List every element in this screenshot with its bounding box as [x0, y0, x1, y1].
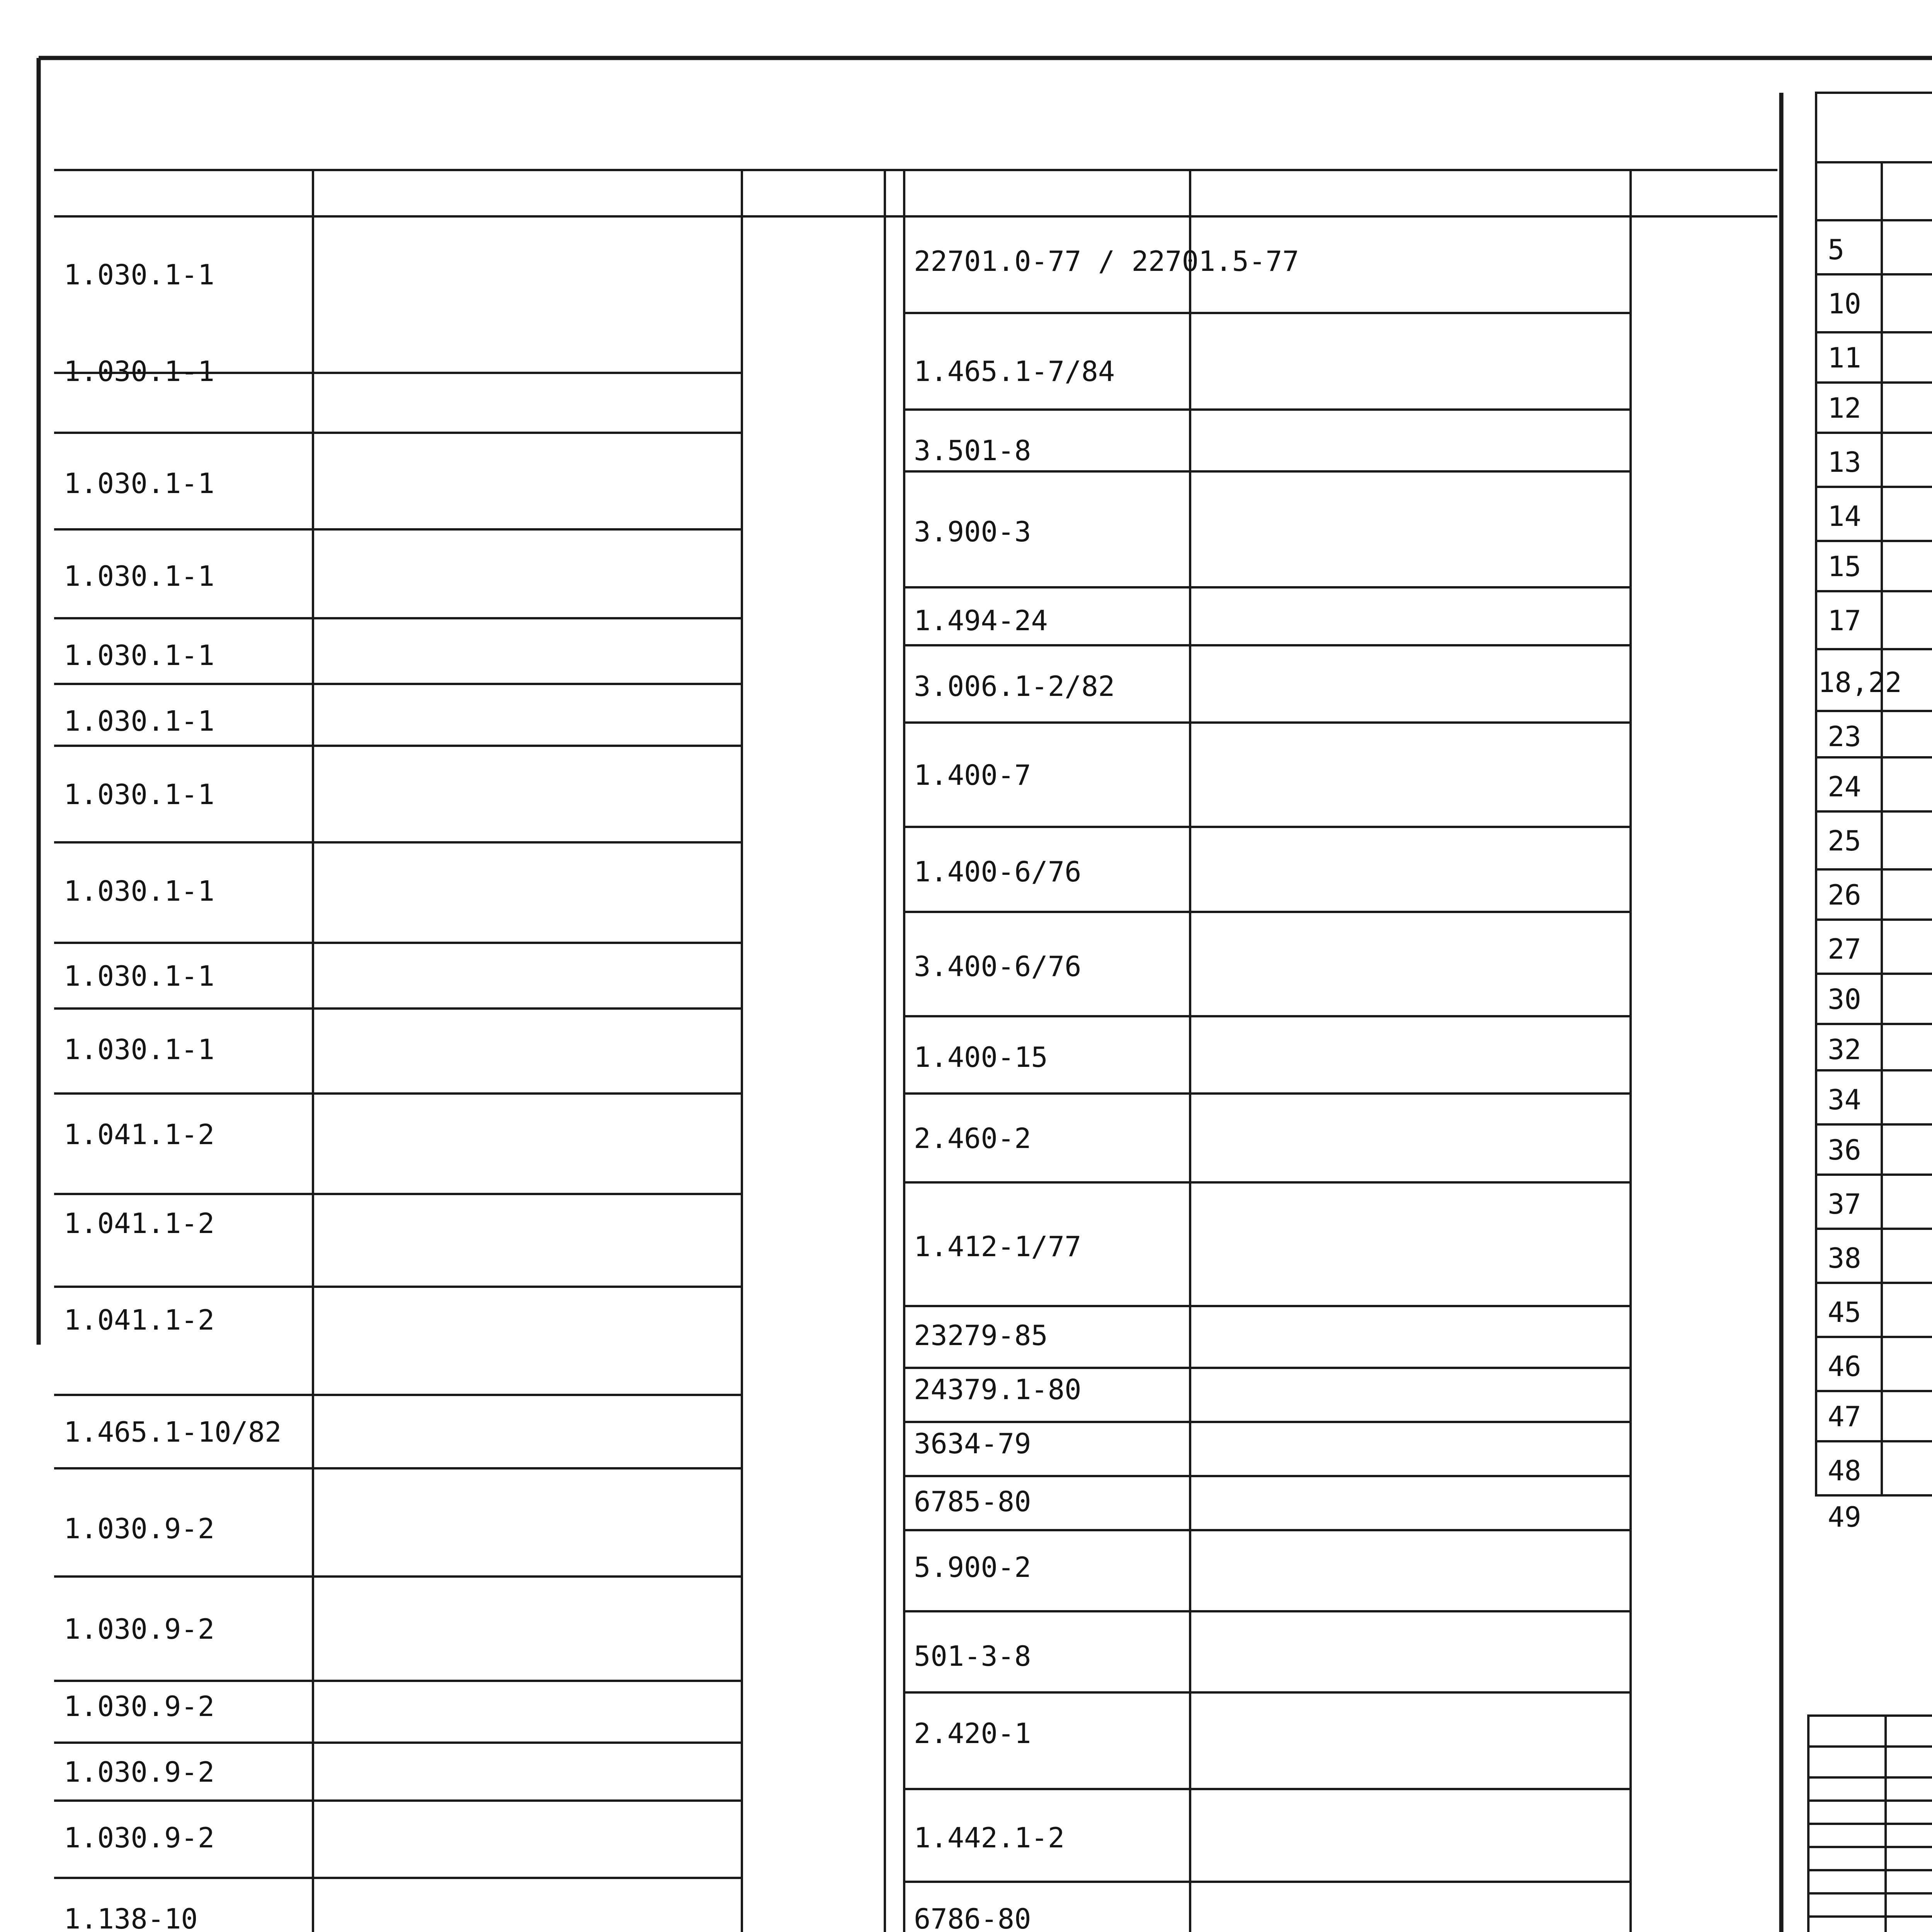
spec-sheet-number: 48 — [1828, 1454, 1861, 1487]
reference-designation: 1.030.1-1 — [64, 705, 215, 737]
spec-sheet-number: 49 — [1828, 1501, 1861, 1533]
stamp-lines — [1808, 1569, 1932, 1932]
reference-designation: 1.041.1-2 — [64, 1118, 215, 1151]
reference-designation: 1.030.9-2 — [64, 1613, 215, 1645]
spec-sheet-number: 24 — [1828, 770, 1861, 803]
reference-designation: 1.465.1-7/84 — [914, 355, 1115, 388]
reference-designation: 2.420-1 — [914, 1717, 1031, 1750]
spec-sheet-number: 36 — [1828, 1134, 1861, 1166]
reference-designation: 1.030.1-1 — [64, 355, 215, 388]
reference-designation: 1.030.9-2 — [64, 1512, 215, 1545]
reference-designation: 1.400-15 — [914, 1041, 1048, 1073]
spec-sheet-number: 27 — [1828, 933, 1861, 965]
spec-sheet-number: 18,22 — [1818, 666, 1902, 699]
reference-designation: 1.030.1-1 — [64, 467, 215, 500]
reference-designation: 1.030.9-2 — [64, 1756, 215, 1788]
reference-designation: 501-3-8 — [914, 1640, 1031, 1672]
spec-sheet-number: 17 — [1828, 604, 1861, 637]
reference-designation: 3.501-8 — [914, 434, 1031, 467]
spec-sheet-number: 10 — [1828, 287, 1861, 320]
spec-sheet-number: 45 — [1828, 1296, 1861, 1328]
reference-designation: 3.400-6/76 — [914, 950, 1082, 983]
reference-designation: 1.030.1-1 — [64, 259, 215, 291]
spec-sheet-number: 15 — [1828, 550, 1861, 583]
spec-sheet-number: 46 — [1828, 1350, 1861, 1383]
spec-sheet-number: 47 — [1828, 1400, 1861, 1433]
spec-sheet-number: 12 — [1828, 392, 1861, 424]
reference-designation: 1.442.1-2 — [914, 1821, 1065, 1854]
reference-designation: 1.138-10 — [64, 1903, 198, 1932]
spec-sheet-number: 5 — [1828, 233, 1845, 266]
spec-sheet-number: 13 — [1828, 446, 1861, 478]
spec-sheet-number: 25 — [1828, 825, 1861, 857]
spec-sheet-number: 34 — [1828, 1083, 1861, 1116]
reference-designation: 24379.1-80 — [914, 1373, 1082, 1406]
reference-designation: 23279-85 — [914, 1319, 1048, 1352]
reference-designation: 1.400-7 — [914, 759, 1031, 791]
reference-designation: 3.900-3 — [914, 515, 1031, 548]
reference-designation: 3634-79 — [914, 1427, 1031, 1460]
reference-designation: 1.030.1-1 — [64, 1033, 215, 1066]
spec-sheet-number: 23 — [1828, 720, 1861, 753]
spec-sheet-number: 11 — [1828, 342, 1861, 374]
reference-designation: 1.030.1-1 — [64, 560, 215, 592]
reference-designation: 6786-80 — [914, 1903, 1031, 1932]
spec-sheet-number: 14 — [1828, 500, 1861, 532]
reference-designation: 6785-80 — [914, 1485, 1031, 1518]
spec-sheet-number: 38 — [1828, 1242, 1861, 1274]
reference-designation: 22701.0-77 / 22701.5-77 — [914, 245, 1299, 277]
spec-sheet-number: 32 — [1828, 1033, 1861, 1066]
reference-designation: 5.900-2 — [914, 1551, 1031, 1583]
reference-designation: 1.030.1-1 — [64, 875, 215, 907]
reference-designation: 1.030.1-1 — [64, 960, 215, 992]
reference-designation: 1.400-6/76 — [914, 855, 1082, 888]
reference-designation: 1.030.1-1 — [64, 778, 215, 811]
reference-designation: 1.412-1/77 — [914, 1230, 1082, 1263]
reference-designation: 1.494-24 — [914, 604, 1048, 637]
reference-designation: 1.465.1-10/82 — [64, 1416, 282, 1448]
reference-designation: 2.460-2 — [914, 1122, 1031, 1155]
reference-designation: 3.006.1-2/82 — [914, 670, 1115, 702]
reference-designation: 1.041.1-2 — [64, 1207, 215, 1240]
reference-designation: 1.030.9-2 — [64, 1821, 215, 1854]
reference-designation: 1.030.9-2 — [64, 1690, 215, 1723]
reference-designation: 1.030.1-1 — [64, 639, 215, 672]
spec-sheet-number: 30 — [1828, 983, 1861, 1015]
spec-sheet-number: 37 — [1828, 1188, 1861, 1220]
spec-sheet-number: 26 — [1828, 879, 1861, 911]
reference-designation: 1.041.1-2 — [64, 1304, 215, 1336]
